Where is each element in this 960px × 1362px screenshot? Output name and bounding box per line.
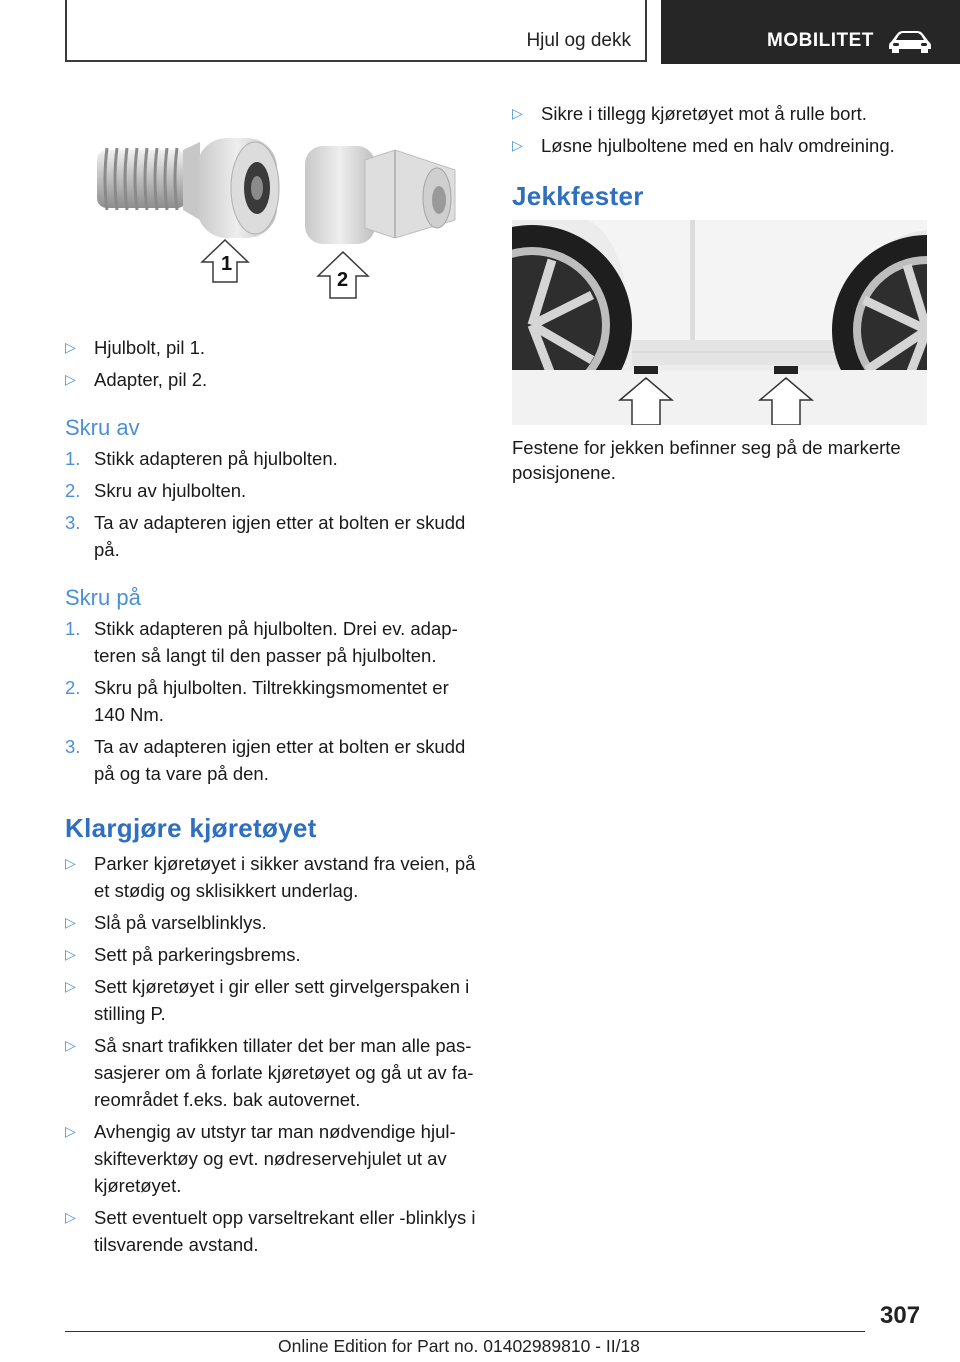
list-item: ▷ Løsne hjulboltene med en halv omdreining.: [512, 132, 927, 159]
screw-on-steps: [65, 615, 480, 787]
footer-divider: [65, 1331, 865, 1332]
list-item: ▷ Sett på parkeringsbrems.: [65, 941, 480, 968]
jack-points-illustration: [512, 220, 927, 425]
triangle-bullet-icon: ▷: [65, 978, 76, 994]
car-icon: [887, 28, 933, 59]
list-item: ▷ Adapter, pil 2.: [65, 366, 480, 393]
wheel-bolt-illustration: [65, 120, 480, 320]
jack-caption: Festene for jekken befinner seg på de markerte posisjonene.: [512, 437, 901, 483]
heading-prepare-vehicle: Klargjøre kjøretøyet: [65, 813, 317, 843]
section-label: MOBILITET: [767, 30, 874, 51]
arrow-2-label: 2: [337, 269, 349, 291]
step-item: 2. Skru på hjulbolten. Tiltrekkingsmomentet er 140 Nm.: [65, 677, 449, 725]
step-item: 3. Ta av adapteren igjen etter at bolten er skudd på.: [65, 512, 466, 560]
triangle-bullet-icon: ▷: [65, 1123, 76, 1139]
triangle-bullet-icon: ▷: [65, 339, 76, 355]
triangle-bullet-icon: ▷: [512, 137, 523, 153]
list-item: ▷ Sett eventuelt opp varseltrekant eller -blinklys i tilsvarende avstand.: [65, 1204, 480, 1258]
left-column: [65, 120, 480, 1263]
screw-off-steps: [65, 445, 480, 563]
step-item: 1. Stikk adapteren på hjulbolten. Drei ev. adapteren så langt til den passer på hjulbolten.: [65, 618, 458, 666]
triangle-bullet-icon: ▷: [65, 1209, 76, 1225]
right-column: [512, 100, 927, 485]
arrow-1-label: 1: [221, 253, 233, 275]
step-item: 3. Ta av adapteren igjen etter at bolten er skudd på og ta vare på den.: [65, 736, 466, 784]
triangle-bullet-icon: ▷: [512, 105, 523, 121]
triangle-bullet-icon: ▷: [65, 914, 76, 930]
list-item: ▷ Hjulbolt, pil 1.: [65, 334, 480, 361]
list-item: ▷ Så snart trafikken tillater det ber man alle passasjerer om å forlate kjøretøyet og gå ut av fareområdet f.eks. bak autovernet.: [65, 1032, 480, 1113]
header-title-box: [65, 0, 647, 62]
triangle-bullet-icon: ▷: [65, 855, 76, 871]
chapter-title: Hjul og dekk: [526, 30, 631, 51]
list-item: ▷ Parker kjøretøyet i sikker avstand fra veien, på et stødig og sklisikkert underlag.: [65, 850, 480, 904]
step-item: 2. Skru av hjulbolten.: [65, 480, 247, 501]
continued-list: [512, 100, 927, 159]
heading-jack-points: Jekkfester: [512, 181, 644, 211]
parts-list: [65, 334, 480, 393]
list-item: ▷ Sett kjøretøyet i gir eller sett girvelgerspaken i stilling P.: [65, 973, 480, 1027]
page-number: 307: [880, 1302, 921, 1329]
heading-screw-on: Skru på: [65, 585, 141, 610]
bolt-thread: [97, 148, 187, 210]
prepare-list: [65, 850, 480, 1258]
list-item: ▷ Avhengig av utstyr tar man nødvendige hjulskifteverktøy og evt. nødreservehjulet ut av kjøretøyet.: [65, 1118, 480, 1199]
heading-screw-off: Skru av: [65, 415, 140, 440]
list-item: ▷ Slå på varselblinklys.: [65, 909, 480, 936]
list-item: ▷ Sikre i tillegg kjøretøyet mot å rulle bort.: [512, 100, 927, 127]
triangle-bullet-icon: ▷: [65, 371, 76, 387]
edition-note: Online Edition for Part no. 01402989810 - II/18: [278, 1336, 640, 1356]
step-item: 1. Stikk adapteren på hjulbolten.: [65, 448, 338, 469]
triangle-bullet-icon: ▷: [65, 1037, 76, 1053]
triangle-bullet-icon: ▷: [65, 946, 76, 962]
section-tab: [661, 0, 960, 64]
